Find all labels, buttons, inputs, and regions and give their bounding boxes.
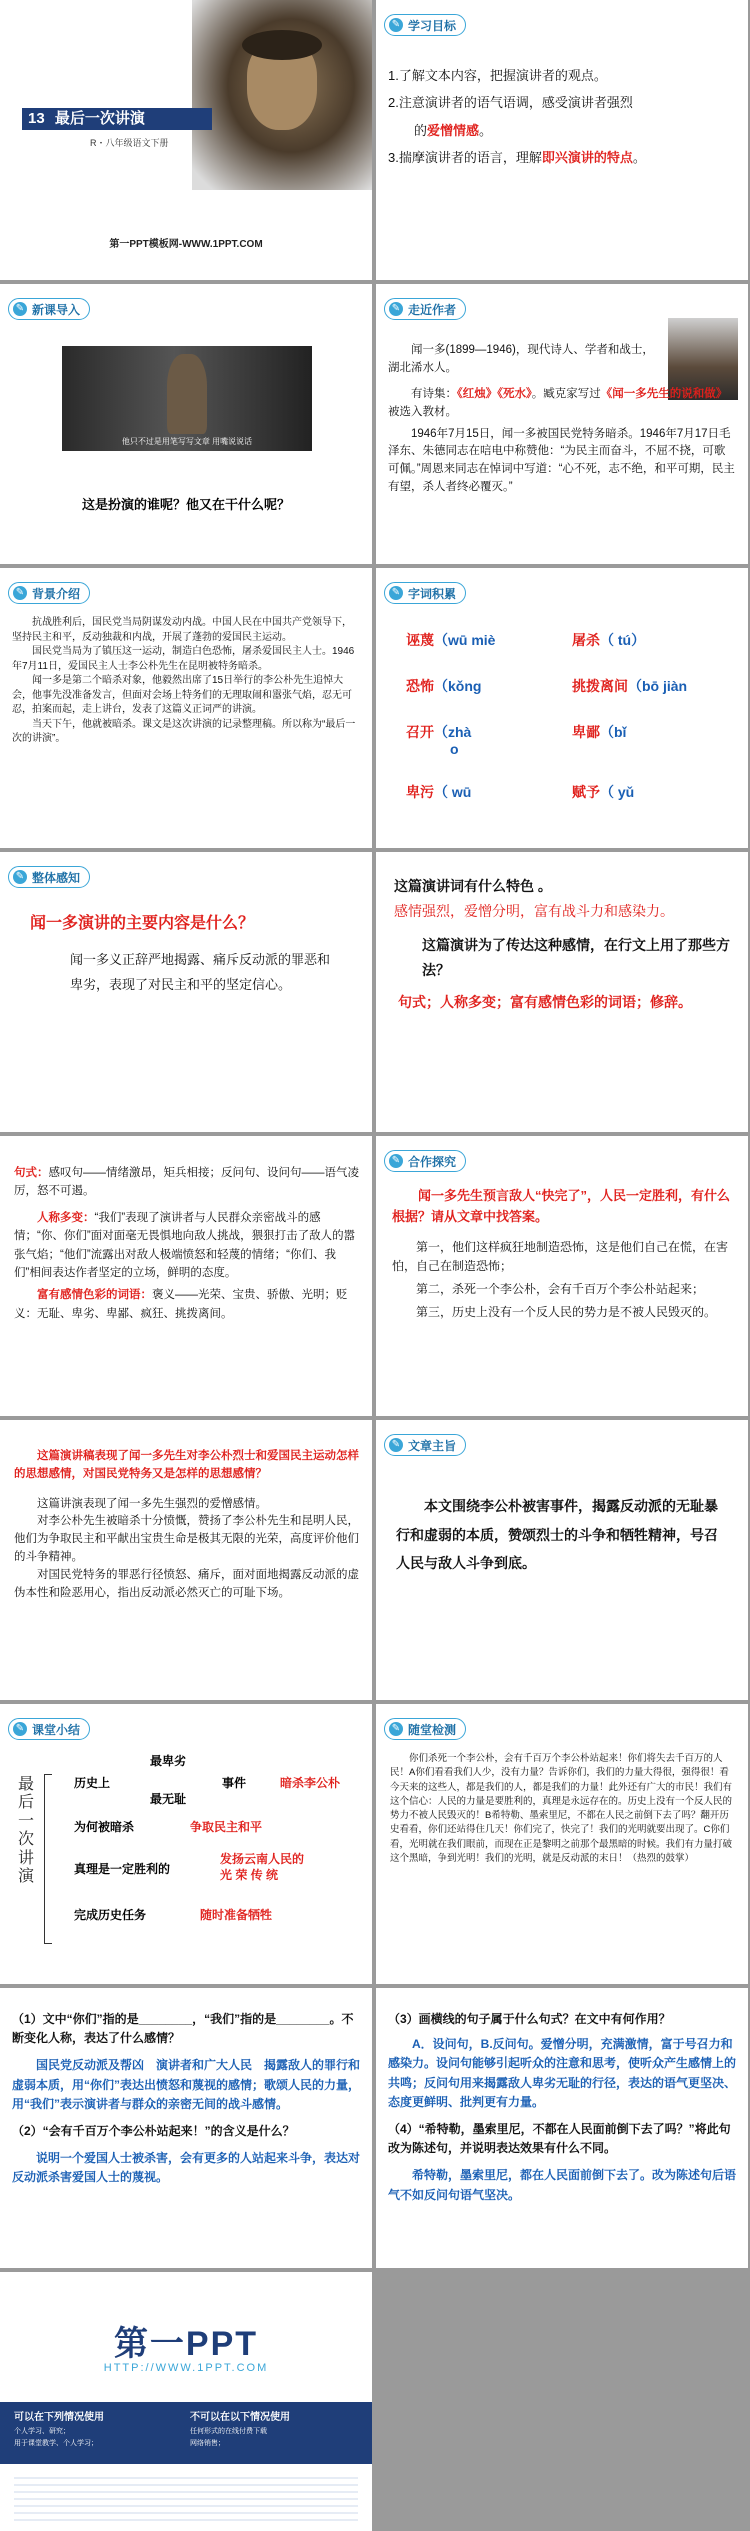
resource-links xyxy=(14,2472,358,2522)
device-text: “我们”表现了演讲者与人民群众亲密战斗的感情；“你、你们”面对面毫无畏惧地向敌人挑战，猥狠打击了敌人的嚣张气焰；“他们”流露出对敌人极端愤怒和轻蔑的情绪；“你们、我们”相间表达作者坚定的立场，鲜明的态度。 xyxy=(14,1211,356,1279)
pencil-icon: ✎ xyxy=(389,586,403,600)
license-allowed-item: 用于课堂教学、个人学习； xyxy=(14,2440,98,2447)
summary-value: 争取民主和平 xyxy=(190,1820,263,1834)
quiz-question: （2）“会有千百万个李公朴站起来！”的含义是什么？ xyxy=(12,2123,295,2138)
video-still[interactable] xyxy=(62,346,312,451)
explore-point: 第三，历史上没有一个反人民的势力是不被人民毁灭的。 xyxy=(416,1305,717,1320)
goal-text: 2.注意演讲者的语气语调，感受演讲者强烈 xyxy=(388,95,633,111)
pencil-icon: ✎ xyxy=(13,302,27,316)
summary-row xyxy=(60,1852,364,1898)
tag-label: 背景介绍 xyxy=(32,586,81,601)
author-paragraph: 1946年7月15日，闻一多被国民党特务暗杀。1946年7月17日毛泽东、朱德同志在唁电中称赞他：“为民主而奋斗，不屈不挠，可歌可佩。”周恩来同志在悼词中写道：“心不死，志不绝，和平可期，民主有望，杀人者终必覆灭。” xyxy=(388,427,735,494)
device-label: 富有感情色彩的词语： xyxy=(37,1289,152,1302)
quiz-passage: 你们杀死一个李公朴，会有千百万个李公朴站起来！你们将失去千百万的人民！A你们看看我们人少，没有力量？告诉你们，我们的力量大得很，强得很！看今天来的这些人，都是我们的人，都是我们的力量！此外还有广大的市民！我们有这个信心：人民的力量是要胜利的，真理是永远存在的。历史上没有一个反人民的势力不被人民毁灭的！B希特勒、墨索里尼，不都在人民之前倒下去了吗？翻开历史看看，你们还站得住几天！你们完了，快完了！我们的光明就要出现了。C你们看，光明就在我们眼前，而现在正是黎明之前那个最黑暗的时候。我们有力量打破这个黑暗，争到光明！我们的光明，就是反动派的末日！（热烈的鼓掌） xyxy=(390,1753,733,1864)
summary-row xyxy=(60,1898,364,1934)
pencil-icon: ✎ xyxy=(13,586,27,600)
device-label: 人称多变： xyxy=(37,1211,95,1224)
summary-label: 完成历史任务 xyxy=(74,1908,147,1922)
goal-item xyxy=(388,89,736,116)
quiz-1-text xyxy=(12,2010,360,2188)
emotions-text xyxy=(14,1448,360,1603)
quiz-answer: 说明一个爱国人士被杀害，会有更多的人站起来斗争，表达对反动派杀害爱国人士的蔑视。 xyxy=(12,2151,361,2185)
section-tag xyxy=(384,1150,466,1172)
license-band xyxy=(0,2402,372,2464)
slide-brand[interactable] xyxy=(0,2272,372,2531)
slide-explore[interactable] xyxy=(376,1136,748,1416)
vocab-word: 诬蔑 xyxy=(406,632,434,648)
device-paragraph xyxy=(14,1164,360,1201)
summary-label: 真理是一定胜利的 xyxy=(74,1862,171,1876)
author-works xyxy=(388,386,736,497)
author-paragraph: 闻一多(1899—1946)，现代诗人、学者和战士，湖北浠水人。 xyxy=(388,344,654,374)
tag-label: 学习目标 xyxy=(408,18,457,33)
slide-summary[interactable] xyxy=(0,1704,372,1984)
slide-quiz-text[interactable] xyxy=(376,1704,748,1984)
pencil-icon: ✎ xyxy=(389,302,403,316)
vocab-pinyin: （wū miè xyxy=(434,632,496,648)
vocab-item xyxy=(572,676,738,696)
vocab-word: 屠杀 xyxy=(572,632,600,648)
section-tag xyxy=(8,298,90,320)
section-tag xyxy=(384,1434,466,1456)
background-paragraph: 当天下午，他就被暗杀。课文是这次讲演的记录整理稿。所以称为“最后一次的讲演”。 xyxy=(12,718,356,744)
quiz-answer: 希特勒，墨索里尼，都在人民面前倒下去了。改为陈述句后语气不如反问句语气坚决。 xyxy=(388,2168,737,2202)
tag-label: 新课导入 xyxy=(32,302,81,317)
slide-title[interactable] xyxy=(0,0,372,280)
explore-point: 第一，他们这样疯狂地制造恐怖，这是他们自己在慌，在害怕，自己在制造恐怖； xyxy=(392,1239,729,1273)
vocab-word: 恐怖 xyxy=(406,678,434,694)
vocab-pinyin-tail: o xyxy=(450,741,459,757)
text: 。臧克家写过 xyxy=(531,388,601,400)
goal-highlight: 即兴演讲的特点 xyxy=(541,149,633,165)
author-bio xyxy=(388,342,662,378)
overview-answer: 闻一多义正辞严地揭露、痛斥反动派的罪恶和卑劣，表现了对民主和平的坚定信心。 xyxy=(70,952,331,992)
background-paragraph: 闻一多是第二个暗杀对象，他毅然出席了15日举行的李公朴先生追悼大会，他事先没准备发言，但面对会场上特务们的无理取闹和嚣张气焰，忍无可忍，拍案而起，走上讲台，发表了这篇义正词严的讲演。 xyxy=(12,675,352,715)
vocab-item xyxy=(406,722,572,756)
tag-label: 走近作者 xyxy=(408,302,457,317)
slide-features[interactable] xyxy=(376,852,748,1132)
vocab-item xyxy=(572,782,738,802)
tag-label: 文章主旨 xyxy=(408,1438,457,1453)
background-paragraph: 抗战胜利后，国民党当局阴谋发动内战。中国人民在中国共产党领导下，坚持民主和平，反动独裁和内战，开展了蓬勃的爱国民主运动。 xyxy=(12,617,352,643)
summary-row xyxy=(60,1752,364,1808)
goals-list xyxy=(388,62,736,171)
summary-label: 为何被暗杀 xyxy=(74,1820,135,1834)
slide-vocab[interactable] xyxy=(376,568,748,848)
explore-point: 第二，杀死一个李公朴，会有千百万个李公朴站起来； xyxy=(416,1281,705,1296)
tag-label: 合作探究 xyxy=(408,1154,457,1169)
lesson-subtitle: R・八年级语文下册 xyxy=(90,138,169,148)
license-forbidden-item: 任何形式的在线付费下载 xyxy=(190,2428,267,2435)
summary-row xyxy=(60,1814,364,1852)
empty-cell xyxy=(376,2272,748,2531)
tag-label: 随堂检测 xyxy=(408,1722,457,1737)
pencil-icon: ✎ xyxy=(389,1154,403,1168)
background-text xyxy=(12,616,360,747)
brand-url[interactable]: HTTP://WWW.1PPT.COM xyxy=(103,2362,269,2374)
summary-value: 发扬云南人民的 光 荣 传 统 xyxy=(220,1852,305,1882)
summary-value: 随时准备牺牲 xyxy=(200,1908,273,1922)
author-paragraph xyxy=(388,386,736,422)
vocab-grid xyxy=(406,630,738,802)
emotions-paragraph: 对国民党特务的罪恶行径愤怒、痛斥，面对面地揭露反动派的虚伪本性和险恶用心，指出反动派必然灭亡的可耻下场。 xyxy=(14,1568,359,1599)
vocab-pinyin: （bō jiàn xyxy=(628,678,688,694)
slide-footer: 第一PPT模板网-WWW.1PPT.COM xyxy=(109,239,263,250)
title-portrait xyxy=(192,0,372,190)
goal-text: 。 xyxy=(479,122,493,138)
summary-label: 最卑劣 xyxy=(150,1754,187,1768)
emotions-question: 这篇演讲稿表现了闻一多先生对李公朴烈士和爱国民主运动怎样的思想感情，对国民党特务又是怎样的思想感情？ xyxy=(14,1450,359,1480)
pencil-icon: ✎ xyxy=(389,1722,403,1736)
tag-label: 整体感知 xyxy=(32,870,81,885)
highlight: 《闻一多先生的说和做》 xyxy=(600,388,728,400)
slide-goals[interactable] xyxy=(376,0,748,280)
slide-devices[interactable] xyxy=(0,1136,372,1416)
quiz-2-text xyxy=(388,2010,736,2205)
lesson-title-text: 最后一次讲演 xyxy=(54,110,145,127)
summary-label: 最无耻 xyxy=(150,1792,187,1806)
goal-item xyxy=(388,144,736,171)
device-paragraph xyxy=(14,1286,360,1323)
device-text: 褒义——光荣、宝贵、骄傲、光明；贬义：无耻、卑劣、卑鄙、疯狂、挑拨离间。 xyxy=(14,1289,348,1320)
vocab-item xyxy=(406,782,572,802)
vocab-pinyin: （kǒng xyxy=(434,678,482,694)
goal-text: 。 xyxy=(632,149,646,165)
slide-intro[interactable] xyxy=(0,284,372,564)
vocab-pinyin: （ tú） xyxy=(600,632,646,648)
goal-item xyxy=(388,117,736,144)
video-caption: 他只不过是用笔写写文章 用嘴说说话 xyxy=(121,437,253,446)
vocab-word: 卑污 xyxy=(406,784,434,800)
pencil-icon: ✎ xyxy=(13,1722,27,1736)
features-question: 这篇演讲词有什么特色 。 xyxy=(394,878,552,894)
vocab-pinyin: （bǐ xyxy=(600,724,627,740)
license-allowed-heading: 可以在下列情况使用 xyxy=(14,2412,104,2423)
explore-text xyxy=(392,1186,736,1322)
emotions-paragraph: 这篇讲演表现了闻一多先生强烈的爱憎感情。 xyxy=(37,1497,267,1510)
quiz-question: （1）文中“你们”指的是________，“我们”指的是________。不断变化人称，表达了什么感情？ xyxy=(12,2012,354,2046)
section-tag xyxy=(384,298,466,320)
pencil-icon: ✎ xyxy=(13,870,27,884)
section-tag xyxy=(8,582,90,604)
slide-quiz-1[interactable] xyxy=(0,1988,372,2268)
device-paragraph xyxy=(14,1209,360,1283)
summary-label: 事件 xyxy=(222,1776,247,1790)
vocab-word: 挑拨离间 xyxy=(572,678,628,694)
quiz-question: （4）“希特勒，墨索里尼，不都在人民面前倒下去了吗？”将此句改为陈述句，并说明表达效果有什么不同。 xyxy=(388,2121,731,2156)
emotions-paragraph: 对李公朴先生被暗杀十分愤慨，赞扬了李公朴先生和昆明人民，他们为争取民主和平献出宝贵生命是极其无限的光荣，高度评价他们的斗争精神。 xyxy=(14,1515,359,1564)
quiz-answer: 国民党反动派及帮凶 演讲者和广大人民 揭露敌人的罪行和虚弱本质，用“你们”表达出愤怒和蔑视的感情；歌颂人民的力量，用“我们”表示演讲者与群众的亲密无间的战斗感情。 xyxy=(12,2058,361,2111)
vocab-pinyin: （ wū xyxy=(434,784,472,800)
background-paragraph: 国民党当局为了镇压这一运动，制造白色恐怖，屠杀爱国民主人士。1946年7月11日，爱国民主人士李公朴先生在昆明被特务暗杀。 xyxy=(12,646,355,672)
summary-table xyxy=(60,1752,364,1934)
vocab-item xyxy=(406,630,572,650)
devices-text xyxy=(14,1164,360,1323)
summary-value: 暗杀李公朴 xyxy=(280,1776,341,1790)
vocab-item xyxy=(572,630,738,650)
quiz-answer: A．设问句，B.反问句。爱憎分明，充满激情，富于号召力和感染力。设问句能够引起听众的注意和思考，使听众产生感情上的共鸣；反问句用来揭露敌人卑劣无耻的行径，表达的语气更坚决、态度更鲜明、批判更有力量。 xyxy=(388,2037,737,2109)
slide-overview[interactable] xyxy=(0,852,372,1132)
section-tag xyxy=(384,582,466,604)
highlight: 《红烛》《死水》 xyxy=(457,388,532,400)
lesson-number: 13 xyxy=(28,110,45,127)
text: 被选入教材。 xyxy=(388,405,457,418)
lesson-title xyxy=(28,108,145,130)
device-text: 感叹句——情绪激昂，矩兵相接；反问句、设问句——语气凌厉，怒不可遏。 xyxy=(14,1167,359,1198)
license-allowed-item: 个人学习、研究； xyxy=(14,2428,70,2435)
slide-quiz-2[interactable] xyxy=(376,1988,748,2268)
vocab-word: 召开 xyxy=(406,724,434,740)
section-tag xyxy=(384,14,466,36)
vocab-item xyxy=(406,676,572,696)
quiz-question: （3）画横线的句子属于什么句式？在文中有何作用？ xyxy=(388,2012,671,2026)
vocab-item xyxy=(572,722,738,756)
vocab-word: 卑鄙 xyxy=(572,724,600,740)
overview-question: 闻一多演讲的主要内容是什么？ xyxy=(30,915,255,932)
summary-label: 历史上 xyxy=(74,1776,111,1790)
tag-label: 字词积累 xyxy=(408,586,457,601)
tag-label: 课堂小结 xyxy=(32,1722,81,1737)
slide-background[interactable] xyxy=(0,568,372,848)
section-tag xyxy=(384,1718,466,1740)
section-tag xyxy=(8,1718,90,1740)
pencil-icon: ✎ xyxy=(389,18,403,32)
features-answer: 感情强烈，爱憎分明，富有战斗力和感染力。 xyxy=(394,902,674,919)
section-tag xyxy=(8,866,90,888)
intro-question: 这是扮演的谁呢？他又在干什么呢？ xyxy=(81,497,290,512)
brand-logo: 第一PPT xyxy=(113,2325,259,2363)
explore-question: 闻一多先生预言敌人“快完了”，人民一定胜利，有什么根据？请从文章中找答案。 xyxy=(392,1188,731,1224)
features-question: 这篇演讲为了传达这种感情，在行文上用了那些方法？ xyxy=(422,937,730,978)
goal-text: 的 xyxy=(414,122,428,138)
slide-emotions[interactable] xyxy=(0,1420,372,1700)
summary-side-title: 最后一次讲演 xyxy=(18,1776,35,1885)
goal-text: 3.揣摩演讲者的语言，理解 xyxy=(388,149,542,165)
vocab-pinyin: （zhà xyxy=(434,724,472,740)
goal-highlight: 爱憎情感 xyxy=(427,122,480,138)
vocab-pinyin: （ yǔ xyxy=(600,784,635,800)
summary-bracket xyxy=(44,1774,52,1944)
vocab-word: 赋予 xyxy=(572,784,600,800)
goal-item: 1.了解文本内容，把握演讲者的观点。 xyxy=(388,68,607,83)
features-answer: 句式；人称多变；富有感情色彩的词语；修辞。 xyxy=(398,994,692,1010)
pencil-icon: ✎ xyxy=(389,1438,403,1452)
slide-theme[interactable] xyxy=(376,1420,748,1700)
theme-text: 本文围绕李公朴被害事件，揭露反动派的无耻暴行和虚弱的本质，赞颂烈士的斗争和牺牲精神，号召人民与敌人斗争到底。 xyxy=(396,1498,718,1572)
device-label: 句式： xyxy=(14,1167,49,1179)
features-text xyxy=(394,874,736,1015)
license-forbidden-item: 网络销售； xyxy=(190,2440,225,2447)
text: 有诗集： xyxy=(411,388,457,400)
license-forbidden-heading: 不可以在以下情况使用 xyxy=(190,2412,290,2423)
slide-author[interactable] xyxy=(376,284,748,564)
